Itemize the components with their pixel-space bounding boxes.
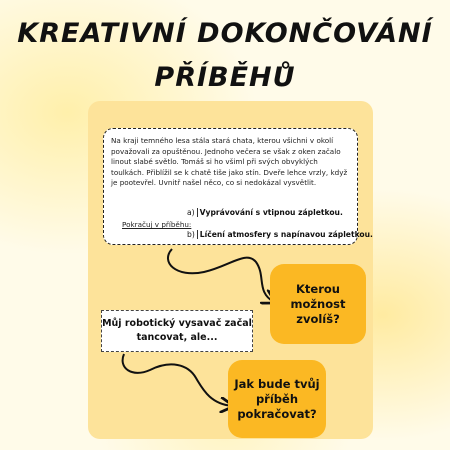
continue-label: Pokračuj v příběhu: [122, 220, 192, 229]
page-title-line-1: KREATIVNÍ DOKONČOVÁNÍ [17, 18, 433, 49]
choice-question-bubble: Kterou možnost zvolíš? [270, 264, 366, 344]
option-a-letter: a) [187, 208, 198, 217]
story-text: Na kraji temného lesa stála stará chata, kterou všichni v okolí považovali za opuštěnou. Jednoho večera se však z oken začalo linout slabé světlo. Tomáš si ho všiml při svých obvyklých toulkách. Přiblížil se k chatě tiše jako stín. Dveře lehce vrzly, když je pootevřel. Uvnitř našel něco, co si nedokázal vysvětlit. [111, 136, 348, 188]
option-a [187, 208, 343, 217]
option-a-text: Vyprávování s vtipnou zápletkou. [199, 208, 343, 217]
page-title-line-2: PŘÍBĚHŮ [154, 62, 296, 93]
option-b-text: Líčení atmosfery s napínavou zápletkou. [199, 230, 373, 239]
option-b-letter: b) [187, 230, 198, 239]
story-prompt-box: Můj robotický vysavač začal tancovat, ale... [101, 310, 253, 352]
continue-question-bubble: Jak bude tvůj příběh pokračovat? [228, 360, 326, 438]
option-b [187, 230, 373, 239]
story-card [103, 128, 373, 245]
